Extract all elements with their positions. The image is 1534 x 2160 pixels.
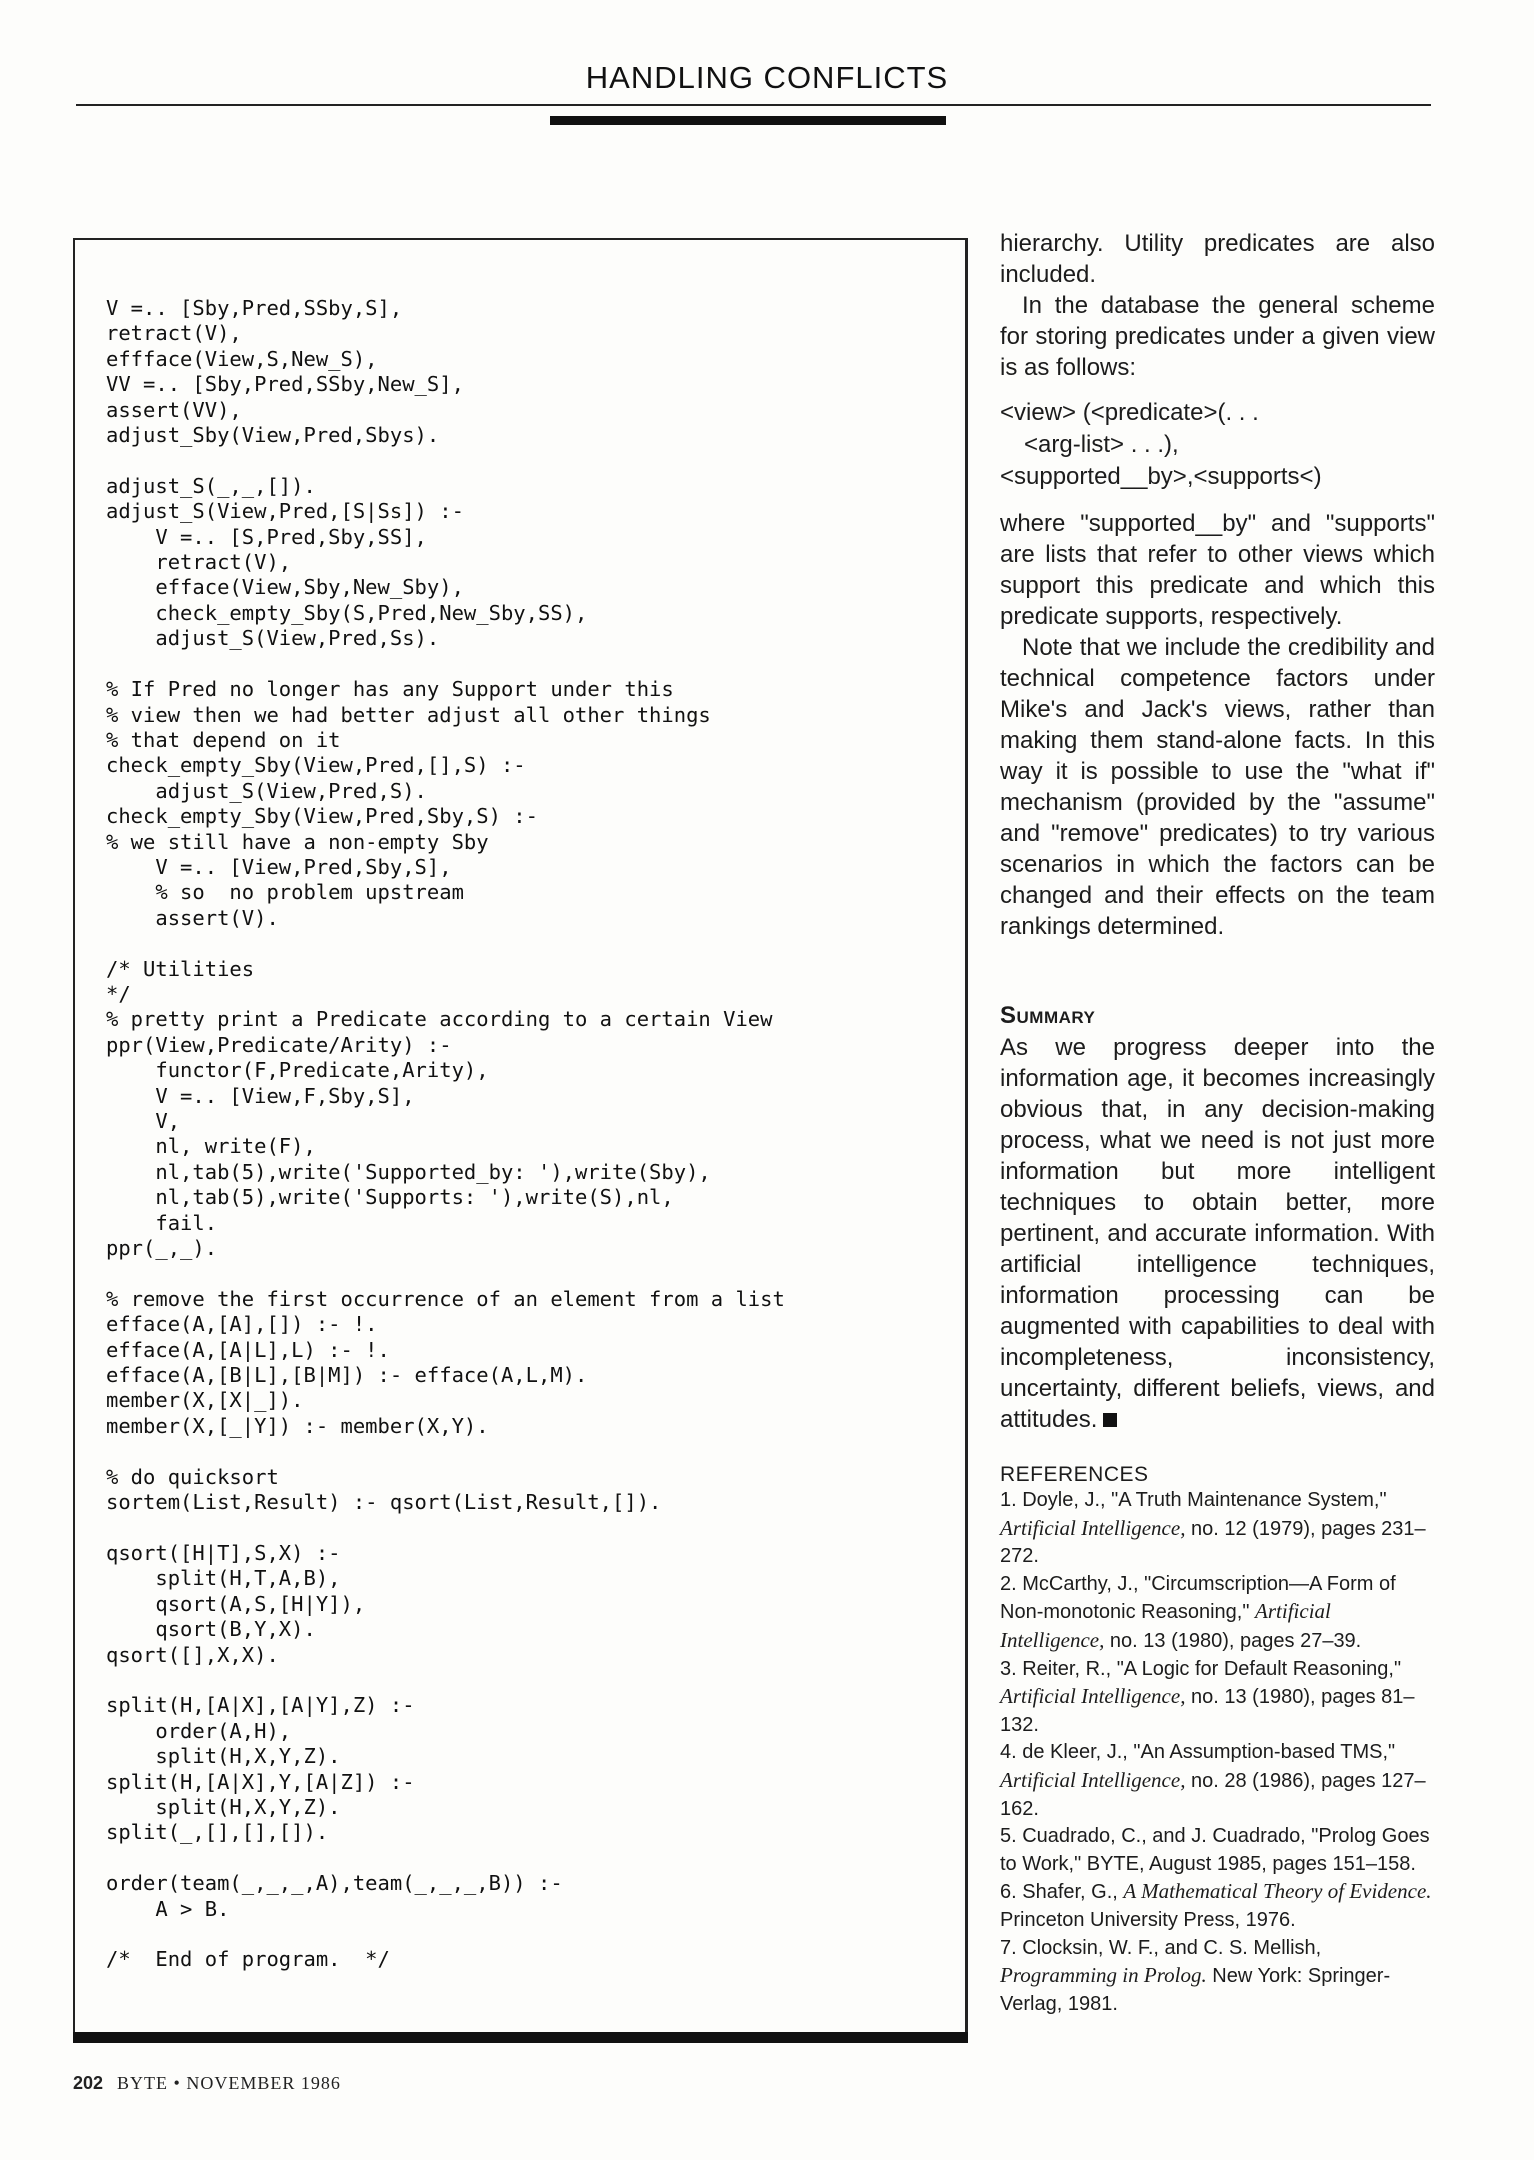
reference-item bbox=[1000, 1739, 1435, 1823]
reference-item bbox=[1000, 1656, 1435, 1740]
reference-details: no. 28 (1986), pages 127–162. bbox=[1000, 1769, 1426, 1820]
reference-text: 7. Clocksin, W. F., and C. S. Mellish, bbox=[1000, 1936, 1322, 1959]
reference-text: 3. Reiter, R., "A Logic for Default Reasoning," bbox=[1000, 1657, 1402, 1680]
summary-heading: Summary bbox=[1000, 1002, 1096, 1029]
paragraph-scheme-intro: In the database the general scheme for storing predicates under a given view is as follows: bbox=[1000, 292, 1435, 381]
article-column-top bbox=[1000, 228, 1435, 383]
footer-text: BYTE • NOVEMBER 1986 bbox=[117, 2073, 341, 2093]
reference-item bbox=[1000, 1878, 1435, 1934]
reference-text: 1. Doyle, J., "A Truth Maintenance System," bbox=[1000, 1489, 1387, 1511]
reference-source: Artificial Intelligence, bbox=[1000, 1684, 1186, 1709]
references-section bbox=[1000, 1463, 1435, 2018]
reference-item bbox=[1000, 1487, 1435, 1571]
paragraph-hierarchy: hierarchy. Utility predicates are also included. bbox=[1000, 230, 1435, 288]
reference-item bbox=[1000, 1571, 1435, 1656]
paragraph-supported-by: where "supported__by" and "supports" are lists that refer to other views which support this predicate and which this predicate supports, respectively. bbox=[1000, 510, 1435, 630]
reference-source: A Mathematical Theory of Evidence. bbox=[1123, 1879, 1432, 1904]
page-footer bbox=[73, 2073, 341, 2094]
reference-source: Artificial Intelligence, bbox=[1000, 1515, 1186, 1540]
reference-item bbox=[1000, 1935, 1435, 2019]
end-mark-icon bbox=[1103, 1413, 1117, 1427]
reference-source: Artificial Intelligence, bbox=[1000, 1599, 1331, 1652]
paragraph-credibility: Note that we include the credibility and technical competence factors under Mike's and Jack's views, rather than making them stand-alone facts. In this way it is possible to use the "what if" mechanism (provided by the "assume" and "remove" predicates) to try various scenarios in which the factors can be changed and their effects on the team rankings determined. bbox=[1000, 634, 1435, 940]
reference-source: Programming in Prolog. bbox=[1000, 1963, 1207, 1988]
summary-paragraph bbox=[1000, 1032, 1435, 1435]
listing-bottom-bar bbox=[73, 2032, 968, 2043]
scheme-line: <supported__by>,<supports<) bbox=[1000, 463, 1322, 490]
article-column-middle bbox=[1000, 508, 1435, 942]
storage-scheme bbox=[1000, 397, 1435, 493]
reference-details: no. 13 (1980), pages 27–39. bbox=[1104, 1629, 1362, 1652]
reference-text: 5. Cuadrado, C., and J. Cuadrado, "Prolog Goes to Work," BYTE, August 1985, pages 151–158. bbox=[1000, 1825, 1430, 1875]
summary-section bbox=[1000, 1002, 1435, 1435]
reference-details: no. 13 (1980), pages 81–132. bbox=[1000, 1686, 1415, 1736]
reference-source: Artificial Intelligence, bbox=[1000, 1767, 1186, 1792]
summary-text: As we progress deeper into the information age, it becomes increasingly obvious that, in any decision-making process, what we need is not just more information but more intelligent techniques to obtain better, more pertinent, and accurate information. With artificial intelligence techniques, information processing can be augmented with capabilities to deal with incompleteness, inconsistency, uncertainty, different beliefs, views, and attitudes. bbox=[1000, 1034, 1435, 1433]
reference-text: 4. de Kleer, J., "An Assumption-based TMS," bbox=[1000, 1741, 1396, 1764]
scheme-line: <view> (<predicate>(. . . bbox=[1000, 399, 1259, 426]
scheme-line: <arg-list> . . .), bbox=[1024, 431, 1179, 458]
header-rule bbox=[76, 104, 1431, 106]
reference-item bbox=[1000, 1823, 1435, 1878]
header-bar bbox=[550, 116, 946, 125]
running-head: HANDLING CONFLICTS bbox=[585, 60, 949, 95]
reference-text: 6. Shafer, G., bbox=[1000, 1881, 1124, 1904]
reference-details: no. 12 (1979), pages 231–272. bbox=[1000, 1517, 1426, 1568]
reference-details: New York: Springer-Verlag, 1981. bbox=[1000, 1965, 1391, 2015]
prolog-listing: V =.. [Sby,Pred,SSby,S], retract(V), effface(View,S,New_S), VV =.. [Sby,Pred,SSby,New_S], assert(VV), adjust_Sby(View,Pred,Sbys). adjust_S(_,_,[]). adjust_S(View,Pred,[S|Ss]) :- V =.. [S,Pred,Sby,SS], retract(V), efface(View,Sby,New_Sby), check_empty_Sby(S,Pred,New_Sby,SS), adjust_S(View,Pred,Ss). % If Pred no longer has any Support under this % view then we had better adjust all other things % that depend on it check_empty_Sby(View,Pred,[],S) :- adjust_S(View,Pred,S). check_empty_Sby(View,Pred,Sby,S) :- % we still have a non-empty Sby V =.. [View,Pred,Sby,S], % so no problem upstream assert(V). /* Utilities */ % pretty print a Predicate according to a certain View ppr(View,Predicate/Arity) :- functor(F,Predicate,Arity), V =.. [View,F,Sby,S], V, nl, write(F), nl,tab(5),write('Supported_by: '),write(Sby), nl,tab(5),write('Supports: '),write(S),nl, fail. ppr(_,_). % remove the first occurrence of an element from a list efface(A,[A],[]) :- !. efface(A,[A|L],L) :- !. efface(A,[B|L],[B|M]) :- efface(A,L,M). member(X,[X|_]). member(X,[_|Y]) :- member(X,Y). % do quicksort sortem(List,Result) :- qsort(List,Result,[]). qsort([H|T],S,X) :- split(H,T,A,B), qsort(A,S,[H|Y]), qsort(B,Y,X). qsort([],X,X). split(H,[A|X],[A|Y],Z) :- order(A,H), split(H,X,Y,Z). split(H,[A|X],Y,[A|Z]) :- split(H,X,Y,Z). split(_,[],[],[]). order(team(_,_,_,A),team(_,_,_,B)) :- A > B. /* End of program. */ bbox=[106, 296, 785, 1972]
references-heading: REFERENCES bbox=[1000, 1463, 1149, 1486]
page-number: 202 bbox=[73, 2073, 104, 2093]
reference-details: Princeton University Press, 1976. bbox=[1000, 1908, 1296, 1931]
references-list bbox=[1000, 1487, 1435, 2018]
reference-text: 2. McCarthy, J., "Circumscription—A Form of Non-monotonic Reasoning," bbox=[1000, 1572, 1396, 1624]
